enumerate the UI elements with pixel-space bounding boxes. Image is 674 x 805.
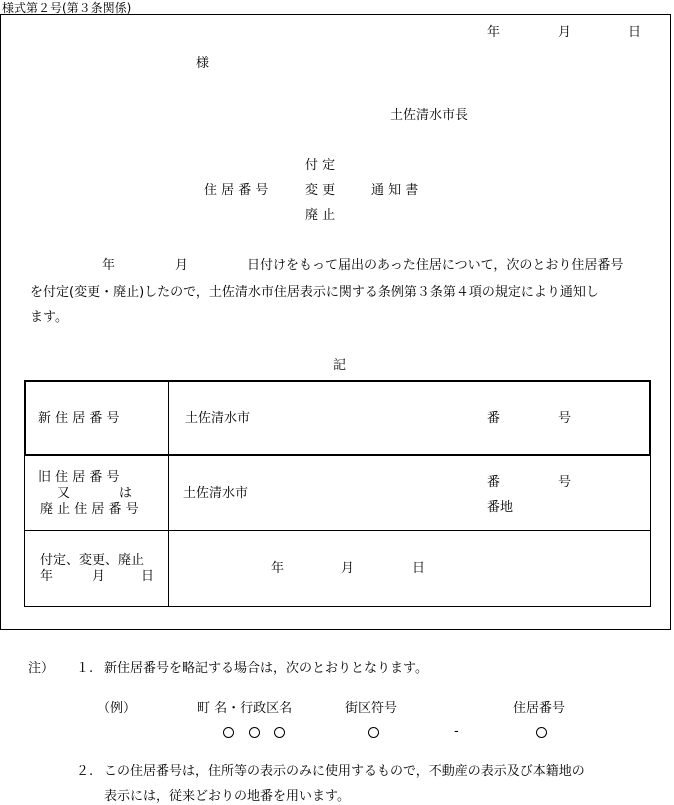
row-date-month: 月 [341, 561, 355, 576]
note-2-number: ２. [76, 764, 94, 779]
body-line-2: を付定(変更・廃止)したので，土佐清水市住居表示に関する条例第３条第４項の規定により通知し [30, 285, 599, 300]
row-new-go: 号 [558, 411, 572, 426]
title-option-change: 変 更 [305, 183, 336, 198]
row-date-day: 日 [412, 561, 426, 576]
row-old-banchi: 番地 [487, 500, 514, 515]
note-1-text: 新住居番号を略記する場合は，次のとおりとなります。 [104, 661, 428, 676]
circle-placeholder-icon [274, 727, 285, 738]
circle-placeholder-icon [223, 727, 234, 738]
title-option-abolish: 廃 止 [305, 208, 336, 223]
example-col-block: 街区符号 [345, 701, 398, 716]
body-line-3: ます。 [30, 310, 68, 325]
row-old-city: 土佐清水市 [183, 486, 249, 501]
row-date-label-year: 年 [40, 569, 54, 584]
row-new-city: 土佐清水市 [185, 411, 251, 426]
title-main-right: 通 知 書 [371, 183, 419, 198]
row-old-label-line3: 廃 止 住 居 番 号 [40, 502, 139, 517]
row-old-label-mata: 又 [57, 486, 71, 501]
example-label: （例） [97, 701, 137, 716]
row-old-ban: 番 [487, 475, 501, 490]
circle-placeholder-icon [536, 727, 547, 738]
row-date-label-line1: 付定、変更、廃止 [40, 553, 145, 568]
addressee-suffix: 様 [196, 56, 210, 71]
row-old-go: 号 [558, 475, 572, 490]
row-date-label-day: 日 [141, 569, 155, 584]
note-2-line-2: 表示には，従来どおりの地番を用います。 [104, 789, 350, 804]
row-divider [24, 530, 651, 531]
note-2-line-1: この住居番号は，住所等の表示のみに使用するもので，不動産の表示及び本籍地の [104, 764, 585, 779]
issuer-name: 土佐清水市長 [390, 108, 469, 123]
ki-heading: 記 [333, 358, 347, 373]
example-col-town: 町 名・行政区名 [197, 701, 293, 716]
column-divider [168, 380, 169, 607]
row-date-label-month: 月 [92, 569, 106, 584]
body-line-1: 日付けをもって届出のあった住居について，次のとおり住居番号 [247, 258, 624, 273]
title-main-left: 住 居 番 号 [204, 183, 269, 198]
title-option-fixed: 付 定 [305, 158, 336, 173]
date-month-label: 月 [558, 25, 572, 40]
circle-placeholder-icon [249, 727, 260, 738]
row-old-label-wa: は [119, 486, 133, 501]
row-new-label: 新 住 居 番 号 [38, 411, 120, 426]
date-day-label: 日 [628, 25, 642, 40]
note-1-number: １. [76, 661, 94, 676]
form-label: 様式第２号(第３条関係) [2, 1, 132, 15]
example-dash: - [454, 724, 459, 739]
body-year-label: 年 [102, 258, 116, 273]
row-date-year: 年 [271, 561, 285, 576]
notes-prefix: 注） [28, 661, 55, 676]
body-month-label: 月 [175, 258, 189, 273]
row-new-ban: 番 [487, 411, 501, 426]
example-col-house: 住居番号 [513, 701, 566, 716]
circle-placeholder-icon [368, 727, 379, 738]
row-old-label-line1: 旧 住 居 番 号 [38, 470, 120, 485]
date-year-label: 年 [487, 25, 501, 40]
